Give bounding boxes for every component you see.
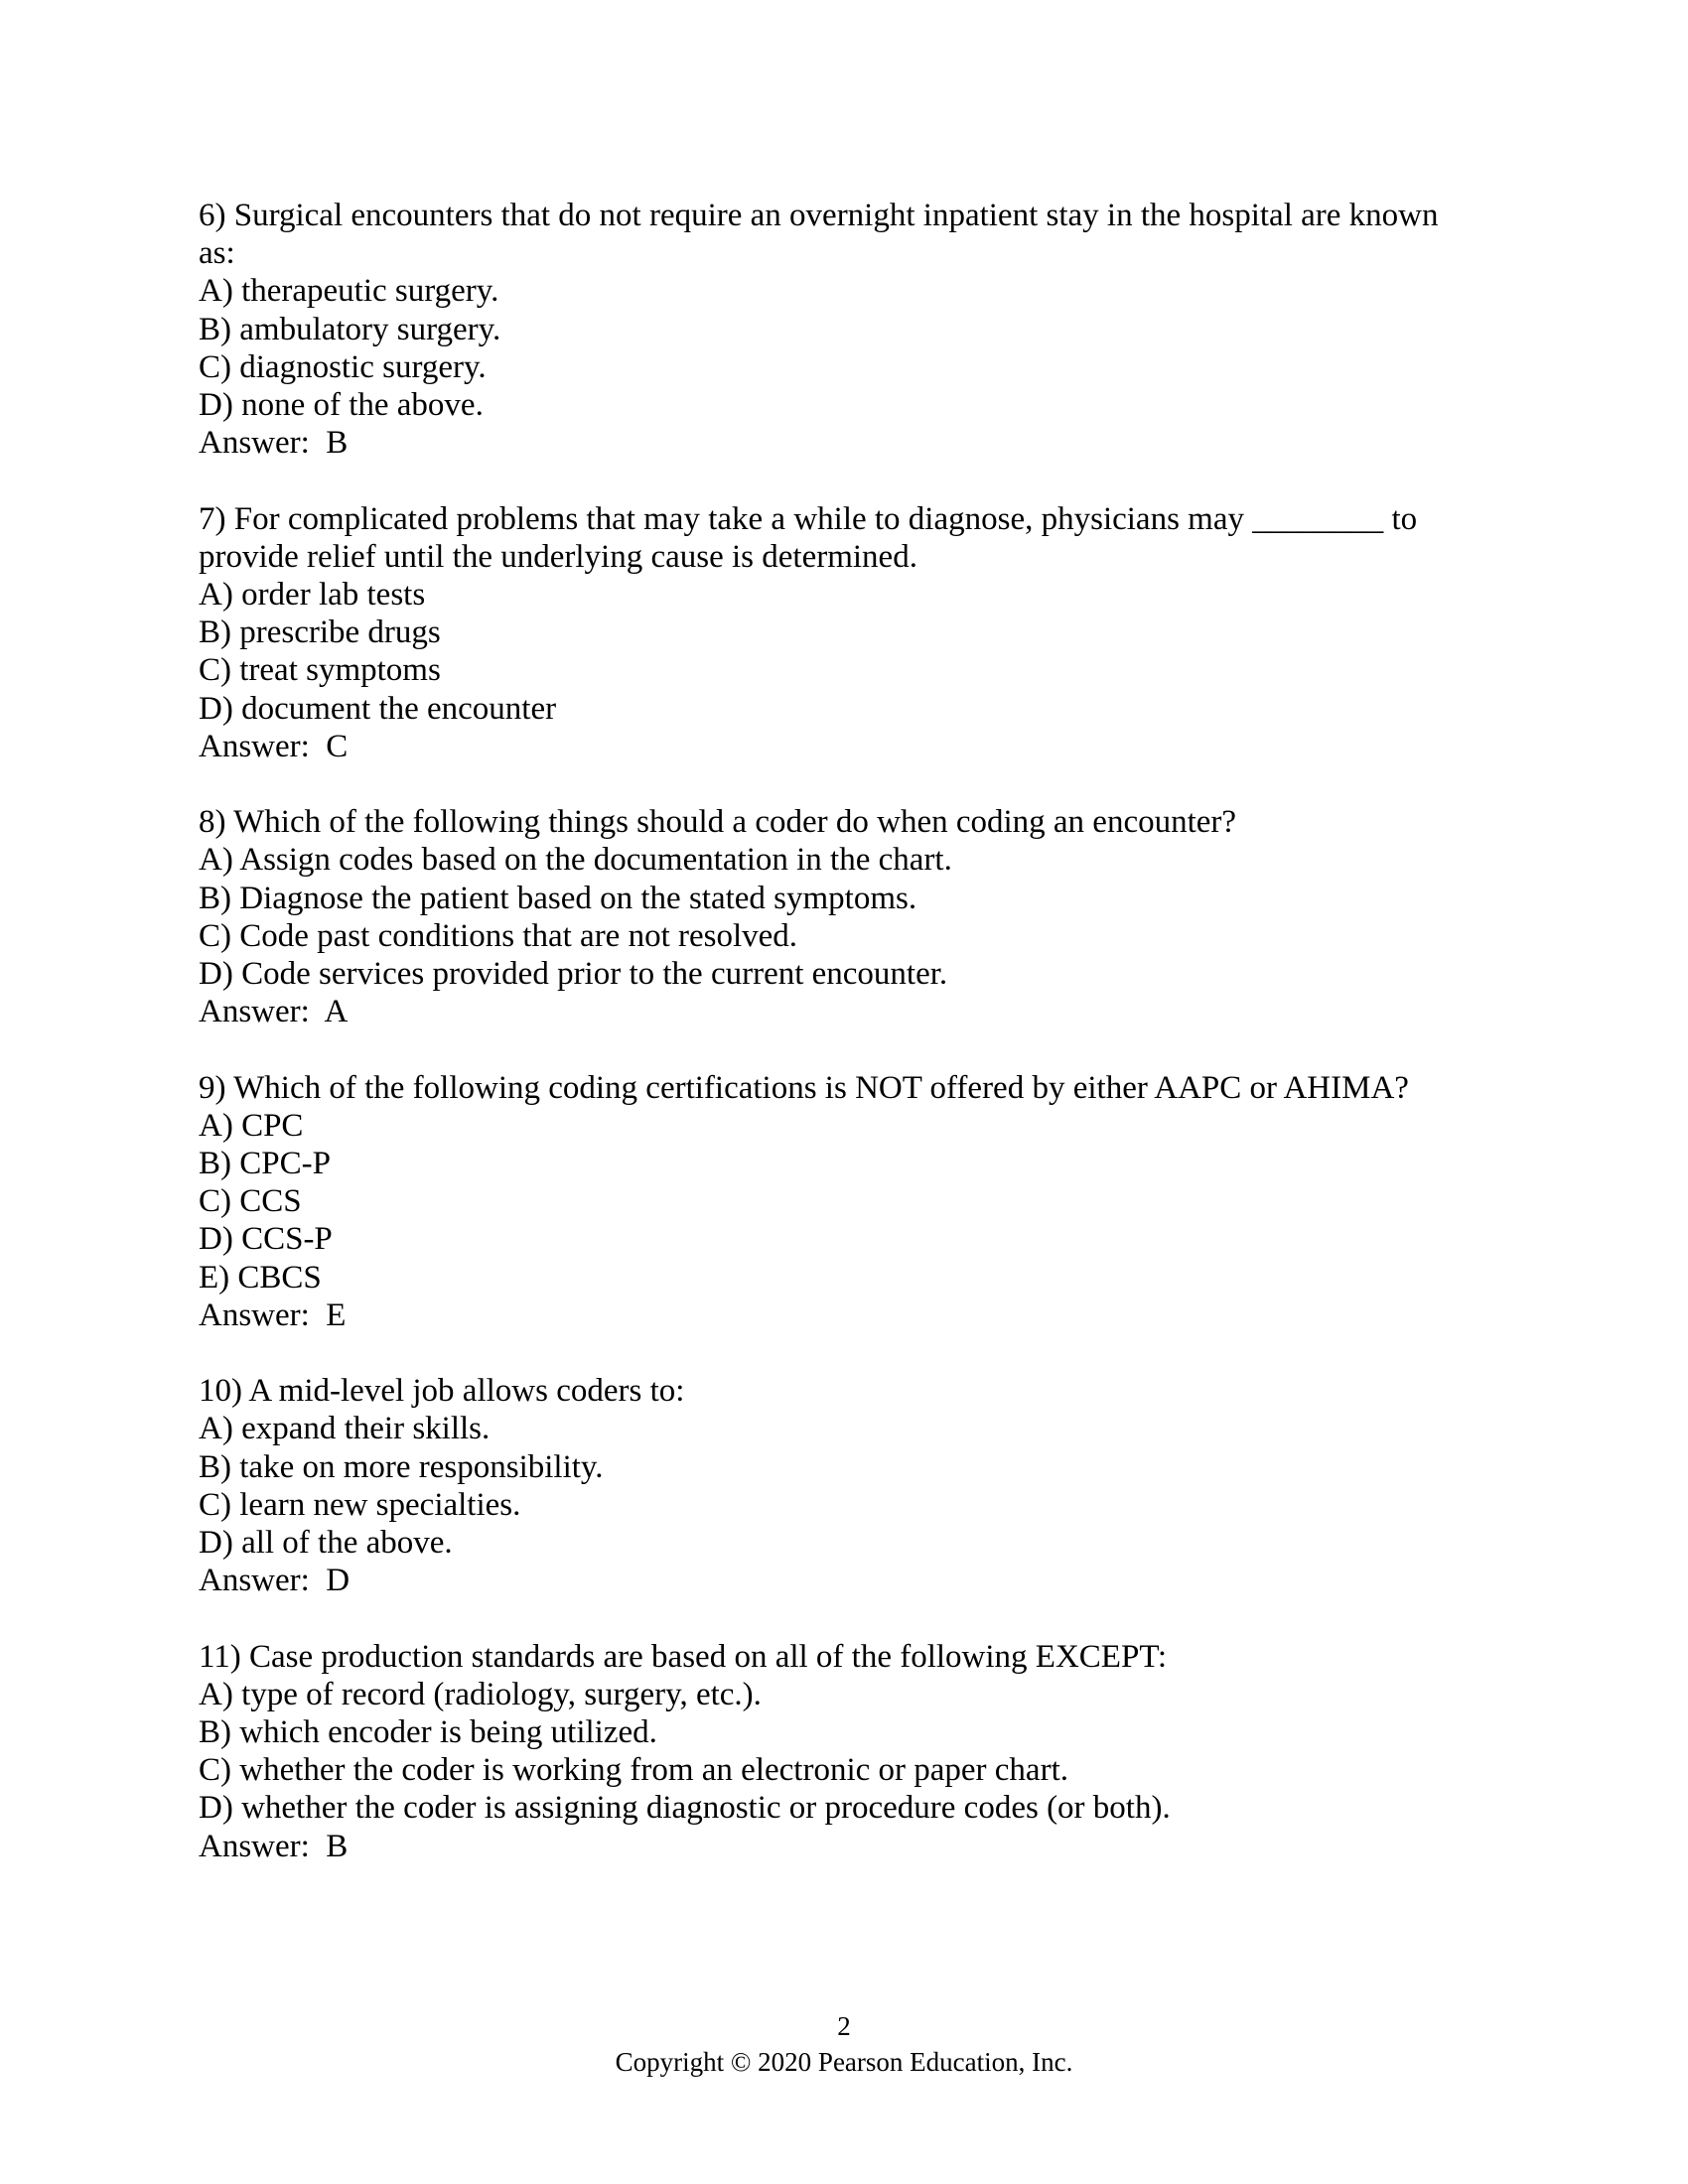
answer-option: B) take on more responsibility. <box>199 1448 604 1485</box>
question-stem: 11) Case production standards are based on all of the following EXCEPT: <box>199 1638 1167 1675</box>
question-8 <box>199 803 1509 1030</box>
answer-option: C) CCS <box>199 1183 302 1220</box>
question-stem: 8) Which of the following things should a coder do when coding an encounter? <box>199 804 1237 841</box>
answer-option: B) Diagnose the patient based on the stated symptoms. <box>199 880 917 916</box>
answer-key: Answer: A <box>199 994 349 1030</box>
answer-option: C) Code past conditions that are not resolved. <box>199 917 798 954</box>
answer-key: Answer: D <box>199 1563 351 1599</box>
answer-option: A) expand their skills. <box>199 1411 491 1447</box>
answer-option: C) diagnostic surgery. <box>199 348 487 385</box>
answer-option: A) Assign codes based on the documentation in the chart. <box>199 842 952 879</box>
question-stem: 9) Which of the following coding certifications is NOT offered by either AAPC or AHIMA? <box>199 1069 1409 1106</box>
answer-option: D) none of the above. <box>199 387 484 424</box>
answer-option: C) treat symptoms <box>199 652 441 689</box>
question-9 <box>199 1069 1509 1334</box>
answer-option: C) learn new specialties. <box>199 1486 521 1523</box>
question-10 <box>199 1372 1509 1599</box>
question-stem: provide relief until the underlying cause is determined. <box>199 538 917 575</box>
question-stem: 6) Surgical encounters that do not require an overnight inpatient stay in the hospital are known <box>199 198 1439 233</box>
answer-option: C) whether the coder is working from an electronic or paper chart. <box>199 1752 1068 1789</box>
answer-option: D) Code services provided prior to the current encounter. <box>199 956 948 993</box>
question-stem: as: <box>199 235 235 272</box>
answer-option: B) ambulatory surgery. <box>199 311 501 347</box>
answer-option: A) type of record (radiology, surgery, etc.). <box>199 1676 762 1712</box>
question-list <box>199 197 1509 1903</box>
answer-key: Answer: B <box>199 425 349 462</box>
answer-option: E) CBCS <box>199 1259 322 1296</box>
answer-option: D) whether the coder is assigning diagnostic or procedure codes (or both). <box>199 1790 1171 1827</box>
answer-option: D) all of the above. <box>199 1525 453 1562</box>
question-11 <box>199 1638 1509 1865</box>
copyright-notice: Copyright © 2020 Pearson Education, Inc. <box>615 2047 1073 2077</box>
question-stem: 10) A mid-level job allows coders to: <box>199 1373 685 1410</box>
answer-option: D) CCS-P <box>199 1221 333 1258</box>
question-7 <box>199 500 1509 765</box>
answer-option: A) therapeutic surgery. <box>199 273 499 310</box>
answer-key: Answer: C <box>199 728 349 764</box>
answer-option: B) prescribe drugs <box>199 614 441 651</box>
answer-option: D) document the encounter <box>199 690 557 727</box>
question-stem: 7) For complicated problems that may take a while to diagnose, physicians may ________ to <box>199 500 1418 537</box>
question-6 <box>199 197 1509 462</box>
answer-option: A) CPC <box>199 1107 304 1144</box>
answer-option: B) which encoder is being utilized. <box>199 1714 657 1751</box>
page-number: 2 <box>837 2011 851 2041</box>
answer-option: A) order lab tests <box>199 577 426 614</box>
answer-key: Answer: B <box>199 1828 349 1864</box>
answer-key: Answer: E <box>199 1297 347 1333</box>
answer-option: B) CPC-P <box>199 1146 331 1182</box>
